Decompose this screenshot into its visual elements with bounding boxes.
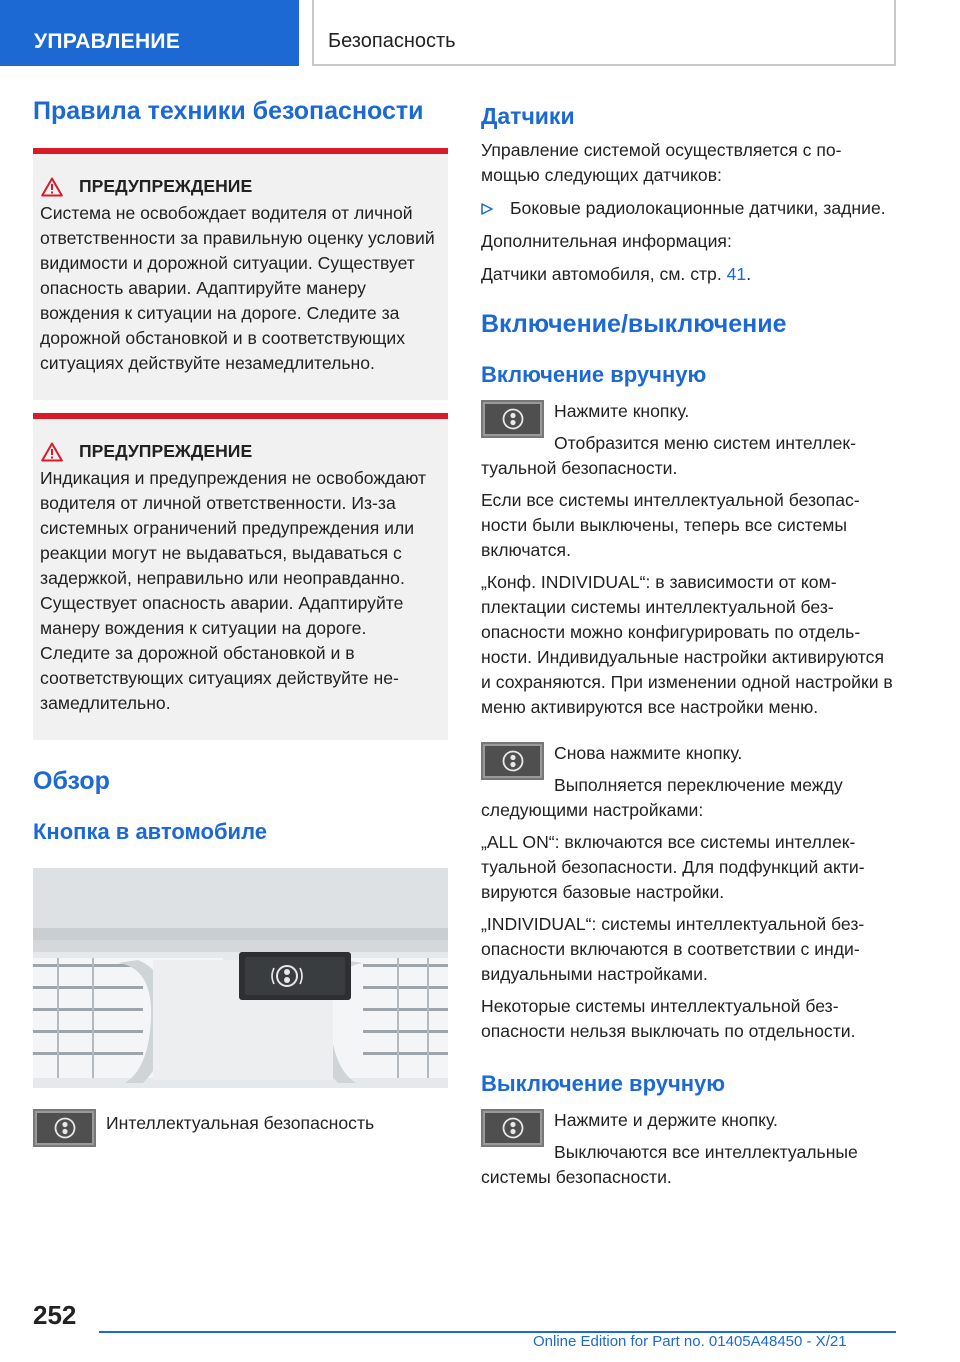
warning-title-2: ПРЕДУПРЕЖДЕНИЕ xyxy=(40,439,440,464)
warning-triangle-icon xyxy=(41,442,63,462)
page-number: 252 xyxy=(33,1300,77,1330)
press-again-text: Снова нажмите кнопку. xyxy=(554,743,743,763)
more-info-label: Дополнительная информация: xyxy=(481,231,732,251)
intelligent-safety-button-icon xyxy=(481,400,544,438)
switching-text: Выполняется переключение между следующими настройками: xyxy=(481,775,843,820)
press-hold-text: Нажмите и держите кнопку. xyxy=(554,1110,778,1130)
manual-off-heading: Выключение вручную xyxy=(481,1071,726,1096)
overview-heading: Обзор xyxy=(33,767,110,795)
intelligent-safety-button-icon xyxy=(481,1109,544,1147)
button-caption: Интеллектуальная безопасность xyxy=(106,1113,375,1133)
manual-on-heading: Включение вручную xyxy=(481,362,707,387)
press-button-text: Нажмите кнопку. xyxy=(554,401,690,421)
page-header xyxy=(0,0,960,66)
sensors-bullet: Боковые радиолокационные датчики, задние. xyxy=(481,196,893,221)
sensors-intro: Управление системой осуществляется с помощью следующих датчиков: xyxy=(481,140,842,185)
right-column xyxy=(481,96,893,1190)
intelligent-safety-button-icon xyxy=(33,1109,96,1147)
warning-box-2 xyxy=(33,413,448,740)
warning-triangle-icon xyxy=(41,177,63,197)
press-again-row xyxy=(481,741,893,766)
all-on-text: „ALL ON“: включаются все системы интеллектуальной безопасности. Для подфункций активируются базовые настройки. xyxy=(481,832,865,902)
section-tab: УПРАВЛЕНИЕ xyxy=(0,0,299,66)
button-caption-row xyxy=(33,1108,448,1150)
intelligent-safety-button-icon xyxy=(481,742,544,780)
all-switch-off-text: Выключаются все интеллектуальные системы безопасности. xyxy=(481,1142,858,1187)
dashboard-vents-image xyxy=(33,868,448,1088)
warning-box-1 xyxy=(33,148,448,400)
individual-text: „INDIVIDUAL“: системы интеллектуальной безопасности включаются в соответствии с индивидуальными настройками. xyxy=(481,914,865,984)
chapter-title: Безопасность xyxy=(312,0,896,66)
button-in-car-heading: Кнопка в автомобиле xyxy=(33,819,267,844)
menu-shown-text: Отобразится меню систем интеллектуальной безопасности. xyxy=(481,433,856,478)
warning-text-1: Система не освобождает водителя от личной ответственности за правильную оценку условий видимости и дорожной ситуации. Существует опасность аварии. Адаптируйте манеру вождения к ситуации на дороге. Следите за дорожной обстановкой и в соответствующих ситуациях действуйте незамедлительно. xyxy=(40,203,435,373)
edition-footer: Online Edition for Part no. 01405A48450 - X/21 xyxy=(533,1333,847,1350)
some-systems-text: Некоторые системы интеллектуальной безопасности нельзя выключать по отдельности. xyxy=(481,996,856,1041)
press-hold-row xyxy=(481,1108,893,1133)
sensors-heading: Датчики xyxy=(481,103,575,129)
onoff-heading: Включение/выключение xyxy=(481,310,787,338)
bullet-triangle-icon xyxy=(481,203,493,215)
press-button-row xyxy=(481,399,893,424)
sensors-reference: Датчики автомобиля, см. стр. 41. xyxy=(481,264,752,284)
safety-rules-heading: Правила техники безопасности xyxy=(33,97,424,125)
individual-config-text: „Конф. INDIVIDUAL“: в зависимости от комплектации системы интеллектуальной безопасности можно конфигурировать по отдельности. Индивидуальные настройки активируются и сохраняются. При изменении одной настройки в меню активируются все настройки меню. xyxy=(481,572,893,717)
all-off-note: Если все системы интеллектуальной безопасности были выключены, теперь все системы включатся. xyxy=(481,490,860,560)
page-41-link[interactable]: 41 xyxy=(726,264,747,284)
warning-text-2: Индикация и предупреждения не освобождают водителя от личной ответственности. Из-за системных ограничений предупреждения или реакции могут не выдаваться, выдаваться с задержкой, неправильно или неоправданно. Существует опасность аварии. Адаптируйте манеру вождения к ситуации на дороге. Следите за дорожной обстановкой и в соответствующих ситуациях действуйте незамедлительно. xyxy=(40,468,427,713)
dashboard-button-photo xyxy=(33,868,448,1088)
left-column xyxy=(33,96,448,1150)
warning-title-1: ПРЕДУПРЕЖДЕНИЕ xyxy=(40,174,440,199)
